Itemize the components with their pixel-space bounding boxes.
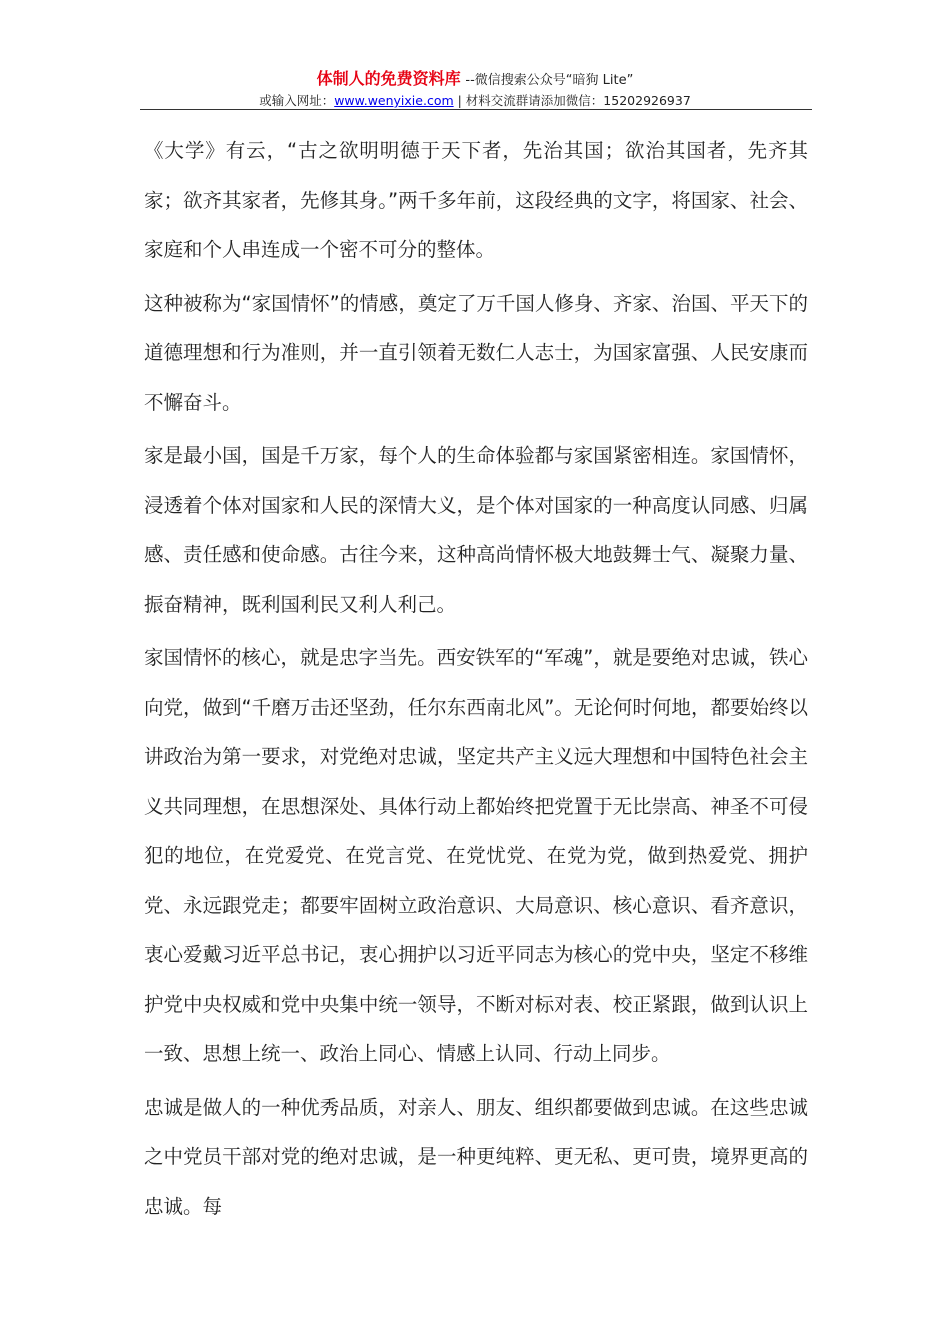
paragraph-2: 这种被称为“家国情怀”的情感，奠定了万千国人修身、齐家、治国、平天下的道德理想和行为准则，并一直引领着无数仁人志士，为国家富强、人民安康而不懈奋斗。: [144, 291, 808, 414]
paragraph-5: 忠诚是做人的一种优秀品质，对亲人、朋友、组织都要做到忠诚。在这些忠诚之中党员干部对党的绝对忠诚，是一种更纯粹、更无私、更可贵，境界更高的忠诚。每: [144, 1095, 808, 1218]
header-url-prefix: 或输入网址：: [259, 93, 335, 108]
paragraph-1: 《大学》有云，“古之欲明明德于天下者，先治其国；欲治其国者，先齐其家；欲齐其家者，先修其身。”两千多年前，这段经典的文字，将国家、社会、家庭和个人串连成一个密不可分的整体。: [144, 139, 808, 261]
header-contact-line: [0, 92, 950, 110]
paragraph-4: 家国情怀的核心，就是忠字当先。西安铁军的“军魂”，就是要绝对忠诚，铁心向党，做到“千磨万击还坚劲，任尔东西南北风”。无论何时何地，都要始终以讲政治为第一要求，对党绝对忠诚，坚定共产主义远大理想和中国特色社会主义共同理想，在思想深处、具体行动上都始终把党置于无比崇高、神圣不可侵犯的地位，在党爱党、在党言党、在党忧党、在党为党，做到热爱党、拥护党、永远跟党走；都要牢固树立政治意识、大局意识、核心意识、看齐意识，衷心爱戴习近平总书记，衷心拥护以习近平同志为核心的党中央，坚定不移维护党中央权威和党中央集中统一领导，不断对标对表、校正紧跟，做到认识上一致、思想上统一、政治上同心、情感上认同、行动上同步。: [144, 646, 808, 1065]
document-body: [144, 126, 808, 1235]
header-title-line: [0, 68, 950, 92]
header-brand: 体制人的免费资料库: [316, 69, 461, 88]
header-contact: | 材料交流群请添加微信：15202926937: [457, 93, 691, 108]
header-suffix: --微信搜索公众号“暗狗 Lite”: [465, 73, 634, 88]
page-header: [0, 68, 950, 110]
paragraph-3: 家是最小国，国是千万家，每个人的生命体验都与家国紧密相连。家国情怀，浸透着个体对国家和人民的深情大义，是个体对国家的一种高度认同感、归属感、责任感和使命感。古往今来，这种高尚情怀极大地鼓舞士气、凝聚力量、振奋精神，既利国利民又利人利己。: [144, 444, 808, 616]
header-divider: [140, 109, 812, 110]
header-website-link[interactable]: www.wenyixie.com: [334, 93, 454, 108]
